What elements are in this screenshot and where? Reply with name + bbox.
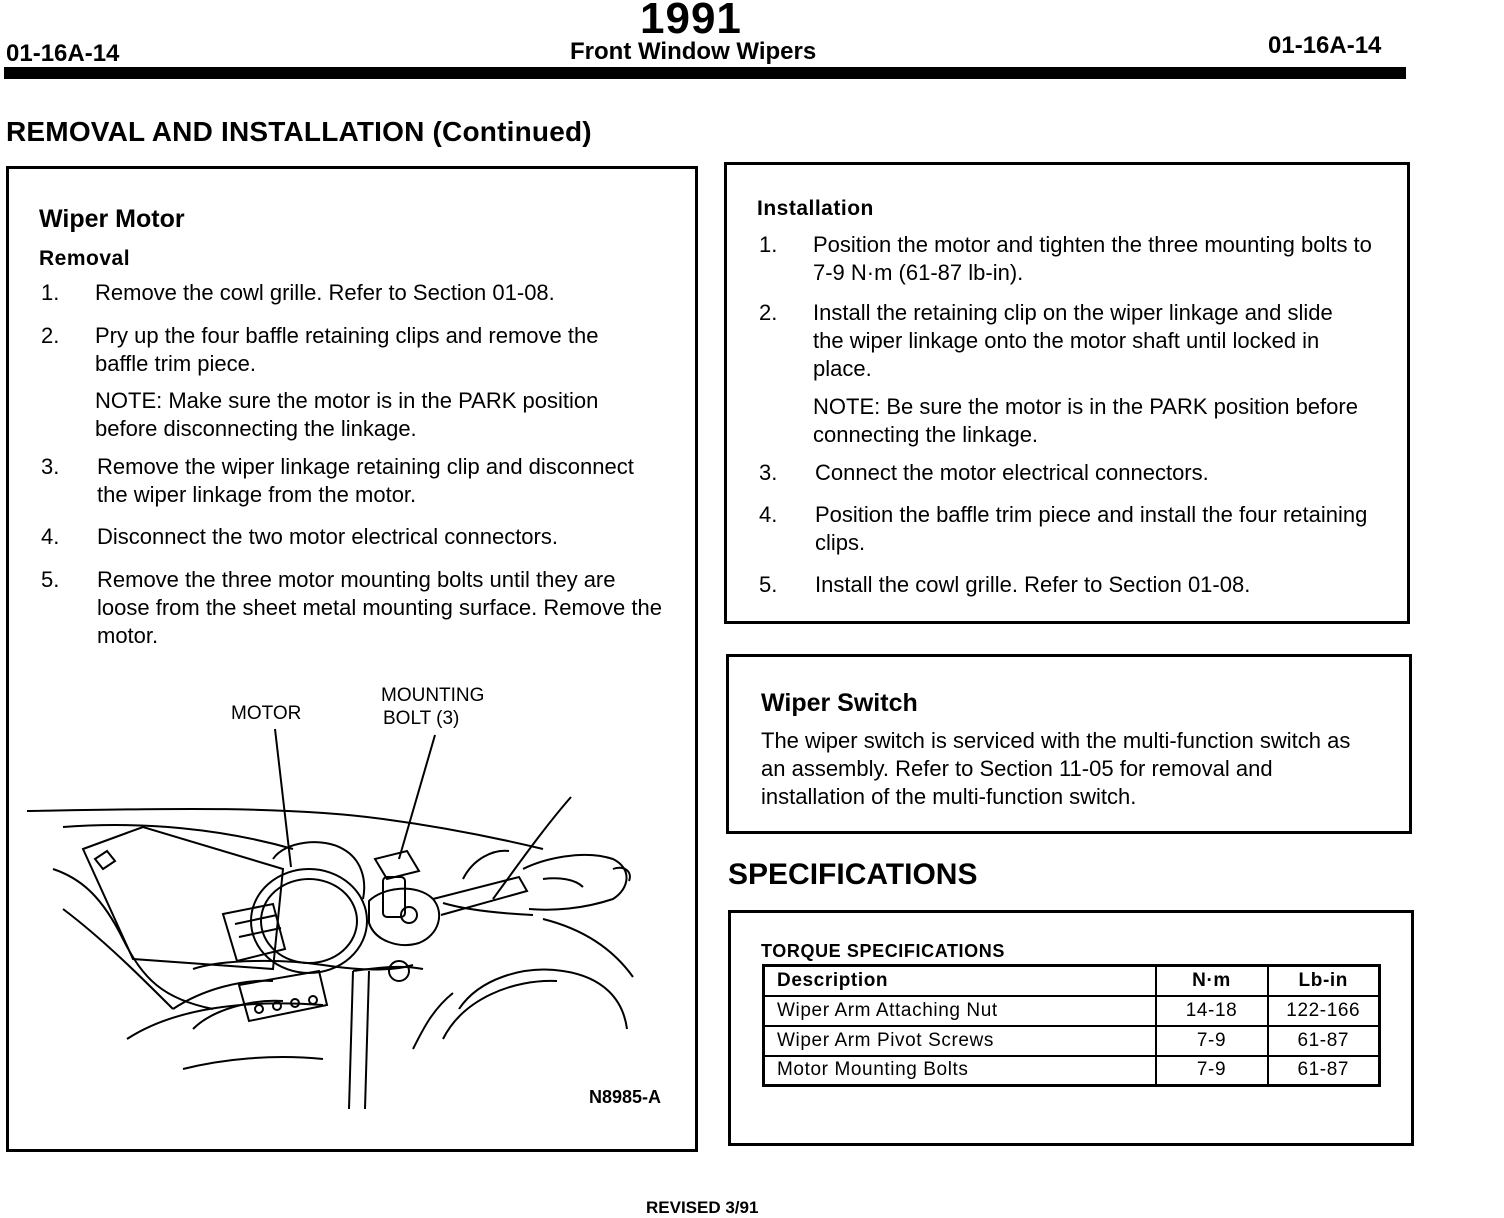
table-cell: Wiper Arm Attaching Nut [764,996,1156,1026]
step-text: Pry up the four baffle retaining clips and remove the baffle trim piece. [95,323,599,376]
table-cell: Motor Mounting Bolts [764,1056,1156,1086]
step-number: 4. [41,524,60,549]
step-text: Position the motor and tighten the three mounting bolts to 7-9 N·m (61-87 lb-in). [813,232,1372,285]
step-text: Connect the motor electrical connectors. [815,460,1209,485]
table-cell: 61-87 [1268,1026,1380,1056]
step-number: 3. [759,460,778,485]
page-code-right: 01-16A-14 [1268,32,1382,59]
torque-table [762,964,1381,1087]
wiper-switch-title: Wiper Switch [761,689,918,717]
column-header: N·m [1156,966,1268,996]
step-text: Remove the three motor mounting bolts until they are loose from the sheet metal mounting surface. Remove the motor. [97,567,662,648]
step-text: Install the retaining clip on the wiper linkage and slide the wiper linkage onto the motor shaft until locked in place. [813,300,1333,381]
step-text: Remove the wiper linkage retaining clip and disconnect the wiper linkage from the motor. [97,454,634,507]
step-text: Disconnect the two motor electrical connectors. [97,524,558,549]
figure-label-bolt-line2: BOLT (3) [383,708,460,729]
table-cell: Wiper Arm Pivot Screws [764,1026,1156,1056]
figure-label-bolt-line1: MOUNTING [381,685,485,706]
specifications-heading: SPECIFICATIONS [728,858,978,891]
table-cell: 7-9 [1156,1026,1268,1056]
removal-heading: Removal [39,247,131,270]
table-row [764,1026,1380,1056]
table-cell: 14-18 [1156,996,1268,1026]
installation-heading: Installation [757,197,874,220]
table-header-row [764,966,1380,996]
torque-table-title: TORQUE SPECIFICATIONS [761,941,1005,961]
section-title: REMOVAL AND INSTALLATION (Continued) [6,116,592,147]
wiper-motor-title: Wiper Motor [39,205,185,233]
table-row [764,996,1380,1026]
wiper-switch-box [726,654,1412,834]
step-number: 1. [41,280,60,305]
installation-box [724,162,1410,624]
year: 1991 [640,0,742,43]
step-text: Position the baffle trim piece and install the four retaining clips. [815,502,1368,555]
figure-label-motor: MOTOR [231,703,302,724]
step-number: 3. [41,454,60,479]
table-cell: 122-166 [1268,996,1380,1026]
step-number: 5. [41,567,60,592]
revision-footer: REVISED 3/91 [646,1198,759,1217]
step-number: 2. [41,323,60,348]
step-text: Install the cowl grille. Refer to Section 01-08. [815,572,1251,597]
table-cell: 61-87 [1268,1056,1380,1086]
figure-id: N8985-A [589,1087,662,1107]
column-header: Lb-in [1268,966,1380,996]
table-cell: 7-9 [1156,1056,1268,1086]
page-code-left: 01-16A-14 [6,40,120,67]
removal-note: NOTE: Make sure the motor is in the PARK position before disconnecting the linkage. [95,388,599,441]
table-row [764,1056,1380,1086]
wiper-motor-illustration [23,709,683,1109]
step-number: 4. [759,502,778,527]
step-number: 2. [759,300,778,325]
header-rule [4,67,1406,79]
step-number: 5. [759,572,778,597]
wiper-switch-text: The wiper switch is serviced with the multi-function switch as an assembly. Refer to Section 11-05 for removal and installation of the multi-function switch. [761,728,1351,809]
installation-note: NOTE: Be sure the motor is in the PARK position before connecting the linkage. [813,394,1358,447]
column-header: Description [764,966,1156,996]
wiper-motor-box [6,166,698,1152]
page-title: Front Window Wipers [570,38,817,65]
step-text: Remove the cowl grille. Refer to Section 01-08. [95,280,555,305]
step-number: 1. [759,232,778,257]
